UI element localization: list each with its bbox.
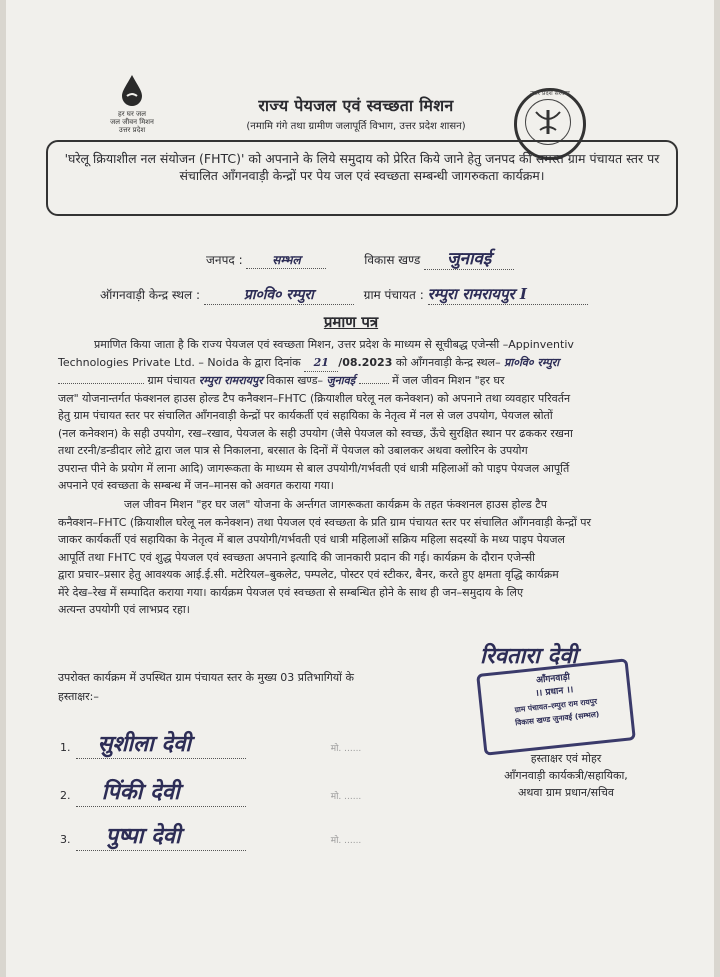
participants-intro-1: उपरोक्त कार्यक्रम में उपस्थित ग्राम पंचायत स्तर के मुख्य 03 प्रतिभागियों के — [58, 671, 354, 684]
para2-line: कनैक्शन–FHTC (क्रियाशील घरेलू नल कनेक्शन) तथा पेयजल एवं स्वच्छता के प्रति ग्राम पंचायत स्तर पर संचालित आँगनवाड़ी केन्द्रों पर — [58, 515, 592, 529]
participant-row-1 — [60, 728, 400, 759]
para1-line-2: Technologies Private Ltd. – Noida के द्वारा दिनांक 21 /08.2023 को आँगनवाड़ी केन्द्र स्थल– प्रा०वि० रम्पुरा — [58, 354, 678, 373]
jal-jeevan-mission-logo — [102, 74, 162, 134]
participant-signature: पिंकी देवी — [101, 779, 180, 805]
vikas-fill: जुनावई — [326, 374, 356, 387]
para2-line: आपूर्ति तथा FHTC एवं शुद्ध पेयजल एवं स्वच्छता अपनाने इत्यादि की जानकारी प्रदान की गई। कार्यक्रम के दौरान एजेन्सी — [58, 550, 535, 564]
kendra-fill: प्रा०वि० रम्पुरा — [504, 355, 560, 369]
banner-text: 'घरेलू क्रियाशील नल संयोजन (FHTC)' को अपनाने के लिये समुदाय को प्रेरित किये जाने हेतु जनपद की समस्त ग्राम पंचायत स्तर पर संचालित आँगनवाड़ी केन्द्रों पर पेय जल एवं स्वच्छता सम्बन्धी जागरुकता कार्यक्रम। — [64, 151, 660, 183]
para1-line: (नल कनेक्शन) के सही उपयोग, रख–रखाव, पेयजल के सही उपयोग (जैसे पेयजल को स्वच्छ, ऊँचे सुरक्षित स्थान पर ढककर रखना — [58, 426, 573, 440]
para2-line: जाकर कार्यकर्ती एवं सहायिका के नेतृत्व में बाल उपयोगी/गर्भवती एवं धात्री महिलाओं सक्रिय महिला सदस्यों के मध्य पाइप पेयजल — [58, 533, 565, 546]
kendra-label: ऑगनवाड़ी केन्द्र स्थल : — [100, 288, 201, 302]
water-drop-icon — [120, 74, 144, 106]
vikas-label: विकास खण्ड — [364, 253, 421, 267]
participants-intro-2: हस्ताक्षर:– — [58, 690, 99, 703]
program-banner — [46, 140, 678, 216]
official-stamp: आँगनवाड़ी ।। प्रधान ।। ग्राम पंचायत–रम्पुरा राम रायपुर विकास खण्ड जुनावई (सम्भल) — [476, 658, 636, 755]
para2-line: अत्यन्त उपयोगी एवं लाभप्रद रहा। — [58, 603, 190, 616]
para1-line: तथा टरनी/डन्डीदार लोटे द्वारा जल पात्र से निकालना, बरसात के दिनों में पेयजल को उबालकर अथवा क्लोरिन के उपयोग — [58, 444, 528, 457]
certificate-heading: प्रमाण पत्र — [323, 313, 379, 331]
participant-number: 3. — [60, 833, 71, 846]
kendra-value: प्रा०वि० रम्पुरा — [243, 287, 314, 303]
date-day: 21 — [313, 355, 329, 369]
para1-line-1: प्रमाणित किया जाता है कि राज्य पेयजल एवं स्वच्छता मिशन, उत्तर प्रदेश के माध्यम से सूचीबद्ध एजेन्सी –Appinventiv — [94, 338, 574, 351]
participants-intro — [58, 668, 438, 706]
anganwadi-signature: रिवतारा देवी — [480, 643, 578, 669]
para1-line-3: ग्राम पंचायत रम्पुरा रामरायपुर विकास खण्ड– जुनावई में जल जीवन मिशन "हर घर — [58, 372, 678, 390]
document-page — [6, 0, 714, 977]
seal-text: उत्तर प्रदेश सरकार — [530, 90, 570, 97]
department-title: राज्य पेयजल एवं स्वच्छता मिशन — [258, 96, 454, 115]
participant-signature: पुष्पा देवी — [105, 823, 181, 849]
emblem-icon — [526, 100, 570, 144]
gram-fill: रम्पुरा रामरायपुर — [198, 374, 263, 387]
participant-row-2 — [60, 776, 400, 807]
gram-label: ग्राम पंचायत : — [363, 288, 424, 302]
participant-signature: सुशीला देवी — [97, 731, 192, 757]
gram-value: रम्पुरा रामरायपुर I — [427, 285, 527, 303]
certificate-paragraph-1 — [58, 336, 678, 495]
kendra-row — [100, 284, 588, 305]
participant-row-3 — [60, 820, 400, 851]
participant-mobile: मो. ...... — [330, 744, 362, 754]
department-subtitle: (नमामि गंगे तथा ग्रामीण जलापूर्ति विभाग, उत्तर प्रदेश शासन) — [246, 121, 466, 132]
janpad-value: सम्भल — [272, 253, 301, 267]
date-rest: 08.2023 — [342, 355, 393, 369]
para2-line: जल जीवन मिशन "हर घर जल" योजना के अर्न्तगत जागरूकता कार्यक्रम के तहत फंक्शनल हाउस होल्ड टैप — [124, 498, 548, 511]
logo-caption-1: हर घर जल — [118, 110, 146, 118]
para1-line: हेतु ग्राम पंचायत स्तर पर संचालित आँगनवाड़ी केन्द्रों पर कार्यकर्ती एवं सहायिका के नेतृत्व में नल से जल उपयोग, पेयजल स्रोतों — [58, 409, 553, 422]
participant-number: 2. — [60, 789, 71, 802]
participant-mobile: मो. ...... — [330, 836, 362, 846]
para1-line: जल" योजनान्तर्गत फंक्शनल हाउस होल्ड टैप कनैक्शन–FHTC (क्रियाशील घरेलू नल कनेक्शन) को अपनाने तथा व्यवहार परिवर्तन — [58, 391, 571, 405]
janpad-row — [206, 246, 514, 270]
logo-caption-2: जल जीवन मिशन — [110, 118, 154, 126]
logo-caption-3: उत्तर प्रदेश — [118, 126, 146, 134]
para2-line: द्वारा प्रचार–प्रसार हेतु आवश्यक आई.ई.सी. मटेरियल–बुकलेट, पम्पलेट, पोस्टर एवं स्टीकर, बैनर, करते हुए क्षमता वृद्धि कार्यक्रम — [58, 568, 559, 581]
para2-line: मेंरे देख–रेख में सम्पादित कराया गया। कार्यक्रम पेयजल एवं स्वच्छता से सम्बन्धित होने के साथ ही जन–समुदाय के लिए — [58, 585, 524, 599]
signature-caption: हस्ताक्षर एवं मोहर आँगनवाड़ी कार्यकत्री/सहायिका, अथवा ग्राम प्रधान/सचिव — [504, 752, 628, 799]
para1-line: उपरान्त पीने के प्रयोग में लाना आदि) जागरूकता के माध्यम से बाल उपयोगी/गर्भवती एवं धात्री महिलाओं को पाइप पेयजल आपूर्ति — [58, 461, 570, 475]
para1-line: अपनाने एवं स्वच्छता के सम्बन्ध में जन–मानस को अवगत कराया गया। — [58, 479, 334, 492]
janpad-label: जनपद : — [206, 253, 243, 267]
participant-mobile: मो. ...... — [330, 792, 362, 802]
certificate-paragraph-2 — [58, 496, 678, 619]
participant-number: 1. — [60, 741, 71, 754]
vikas-value: जुनावई — [446, 249, 492, 269]
